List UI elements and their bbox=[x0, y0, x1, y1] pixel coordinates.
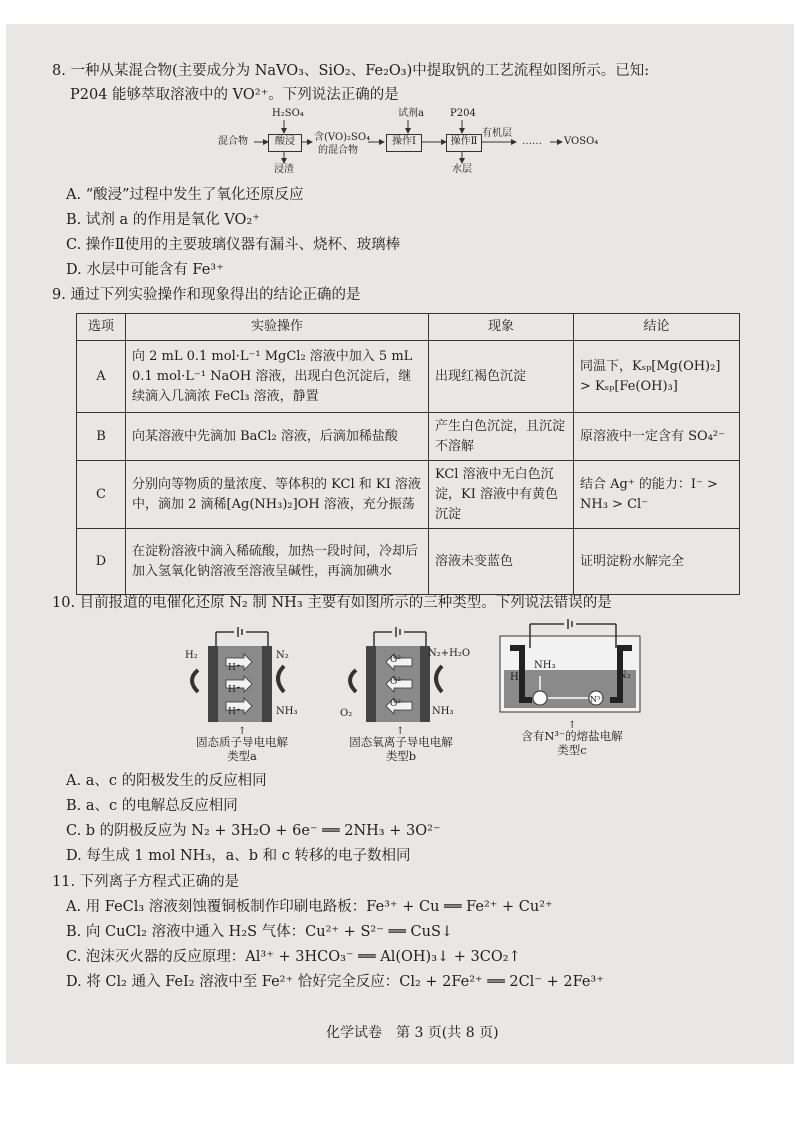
diagram-b-ion-3: O²⁻ bbox=[390, 699, 406, 709]
table-cell: A bbox=[77, 341, 126, 413]
flow-mixture: 混合物 bbox=[218, 136, 248, 147]
q10-option-c: C. b 的阴极反应为 N₂ + 3H₂O + 6e⁻ ══ 2NH₃ + 3O²⁻ bbox=[66, 823, 441, 839]
table-cell: C bbox=[77, 461, 126, 529]
page-footer: 化学试卷 第 3 页(共 8 页) bbox=[326, 1025, 499, 1041]
diagram-a-ion-1: H⁺ bbox=[228, 663, 241, 673]
diagram-c-pointer: ↑ bbox=[568, 720, 577, 731]
table-cell: 向 2 mL 0.1 mol·L⁻¹ MgCl₂ 溶液中加入 5 mL 0.1 mol·L⁻¹ NaOH 溶液，出现白色沉淀后，继续滴入几滴浓 FeCl₃ 溶液，静置 bbox=[126, 341, 429, 413]
diagram-b-caption: 固态氧离子导电电解 类型b bbox=[349, 735, 453, 763]
q10-option-d: D. 每生成 1 mol NH₃，a、b 和 c 转移的电子数相同 bbox=[66, 848, 411, 864]
diagram-b-n2-h2o: N₂+H₂O bbox=[428, 648, 471, 659]
q11-option-b: B. 向 CuCl₂ 溶液中通入 H₂S 气体：Cu²⁺ + S²⁻ ══ CuS↓ bbox=[66, 924, 454, 940]
diagram-b-o2: O₂ bbox=[340, 708, 353, 719]
table-cell: 原溶液中一定含有 SO₄²⁻ bbox=[574, 413, 740, 461]
flow-reagent-a: 试剂a bbox=[398, 108, 424, 119]
q11-option-a: A. 用 FeCl₃ 溶液刻蚀覆铜板制作印刷电路板：Fe³⁺ + Cu ══ Fe²⁺ + Cu²⁺ bbox=[66, 899, 553, 915]
q8-option-d: D. 水层中可能含有 Fe³⁺ bbox=[66, 262, 224, 278]
diagram-a-ion-3: H⁺ bbox=[228, 707, 241, 717]
q8-option-a: A. “酸浸”过程中发生了氧化还原反应 bbox=[66, 187, 304, 203]
table-row bbox=[77, 529, 740, 595]
q10-option-a: A. a、c 的阳极发生的反应相同 bbox=[66, 773, 267, 789]
table-cell: D bbox=[77, 529, 126, 595]
q8-option-b: B. 试剂 a 的作用是氧化 VO₂⁺ bbox=[66, 212, 260, 228]
diagram-c-caption: 含有N³⁻的熔盐电解 类型c bbox=[521, 729, 623, 757]
q8-stem-line2: P204 能够萃取溶液中的 VO²⁺。下列说法正确的是 bbox=[70, 87, 399, 103]
diagram-c-h2: H₂ bbox=[510, 672, 523, 683]
table-cell: 产生白色沉淀，且沉淀不溶解 bbox=[429, 413, 574, 461]
table-row bbox=[77, 341, 740, 413]
table-cell: B bbox=[77, 413, 126, 461]
q9-experiment-table bbox=[76, 313, 740, 595]
flow-leach-residue: 浸渣 bbox=[274, 164, 294, 175]
flow-product-line2: 的混合物 bbox=[318, 145, 358, 156]
flow-voso4: VOSO₄ bbox=[564, 136, 599, 147]
table-cell: 出现红褐色沉淀 bbox=[429, 341, 574, 413]
diagram-b-ion-1: O²⁻ bbox=[390, 655, 406, 665]
q11-option-c: C. 泡沫灭火器的反应原理：Al³⁺ + 3HCO₃⁻ ══ Al(OH)₃↓ + 3CO₂↑ bbox=[66, 949, 521, 965]
table-cell: 溶液未变蓝色 bbox=[429, 529, 574, 595]
diagram-a-n2: N₂ bbox=[276, 650, 289, 661]
diagram-b-ion-2: O²⁻ bbox=[390, 677, 406, 687]
table-header-row bbox=[77, 314, 740, 341]
table-header-phenomenon: 现象 bbox=[429, 314, 574, 341]
diagram-a-caption: 固态质子导电电解 类型a bbox=[196, 735, 288, 763]
q8-option-c: C. 操作Ⅱ使用的主要玻璃仪器有漏斗、烧杯、玻璃棒 bbox=[66, 237, 401, 253]
diagram-c-n2: N₂ bbox=[618, 670, 631, 681]
q8-stem-line1: 8. 一种从某混合物(主要成分为 NaVO₃、SiO₂、Fe₂O₃)中提取钒的工艺流程如图所示。已知: bbox=[52, 63, 650, 79]
table-cell: 结合 Ag⁺ 的能力：I⁻ > NH₃ > Cl⁻ bbox=[574, 461, 740, 529]
table-row bbox=[77, 461, 740, 529]
q11-stem: 11. 下列离子方程式正确的是 bbox=[52, 874, 240, 890]
table-cell: 证明淀粉水解完全 bbox=[574, 529, 740, 595]
flow-organic-layer: 有机层 bbox=[482, 128, 512, 139]
flow-dots: …… bbox=[522, 136, 542, 147]
diagram-a-h2: H₂ bbox=[185, 650, 198, 661]
table-header-operation: 实验操作 bbox=[126, 314, 429, 341]
diagram-b-nh3: NH₃ bbox=[432, 706, 454, 717]
q9-stem: 9. 通过下列实验操作和现象得出的结论正确的是 bbox=[52, 287, 361, 303]
table-cell: 同温下，Kₛₚ[Mg(OH)₂] > Kₛₚ[Fe(OH)₃] bbox=[574, 341, 740, 413]
flow-p204: P204 bbox=[450, 108, 476, 119]
flow-water-layer: 水层 bbox=[452, 164, 472, 175]
flow-h2so4: H₂SO₄ bbox=[272, 108, 304, 119]
diagram-c-ion: N³⁻ bbox=[590, 695, 605, 704]
diagram-a-ion-2: H⁺ bbox=[228, 685, 241, 695]
table-cell: 向某溶液中先滴加 BaCl₂ 溶液，后滴加稀盐酸 bbox=[126, 413, 429, 461]
q10-stem: 10. 目前报道的电催化还原 N₂ 制 NH₃ 主要有如图所示的三种类型。下列说法错误的是 bbox=[52, 595, 612, 611]
diagram-a-nh3: NH₃ bbox=[276, 706, 298, 717]
q11-option-d: D. 将 Cl₂ 通入 FeI₂ 溶液中至 Fe²⁺ 恰好完全反应：Cl₂ + 2Fe²⁺ ══ 2Cl⁻ + 2Fe³⁺ bbox=[66, 974, 604, 990]
diagram-c-nh3: NH₃ bbox=[534, 660, 556, 671]
table-header-option: 选项 bbox=[77, 314, 126, 341]
table-header-conclusion: 结论 bbox=[574, 314, 740, 341]
q10-option-b: B. a、c 的电解总反应相同 bbox=[66, 798, 238, 814]
flow-op1-box: 操作Ⅰ bbox=[386, 134, 422, 152]
q8-process-flow-diagram bbox=[218, 106, 598, 178]
table-row bbox=[77, 413, 740, 461]
table-cell: 在淀粉溶液中滴入稀硫酸，加热一段时间，冷却后加入氢氧化钠溶液至溶液呈碱性，再滴加碘水 bbox=[126, 529, 429, 595]
table-cell: KCl 溶液中无白色沉淀，KI 溶液中有黄色沉淀 bbox=[429, 461, 574, 529]
diagram-b-pointer: ↑ bbox=[396, 726, 405, 737]
flow-product-line1: 含(VO)₂SO₄ bbox=[314, 132, 371, 143]
flow-acid-leach-box: 酸浸 bbox=[268, 134, 302, 152]
table-cell: 分别向等物质的量浓度、等体积的 KCl 和 KI 溶液中，滴加 2 滴稀[Ag(NH₃)₂]OH 溶液，充分振荡 bbox=[126, 461, 429, 529]
flow-op2-box: 操作Ⅱ bbox=[446, 134, 482, 152]
diagram-a-pointer: ↑ bbox=[238, 726, 247, 737]
